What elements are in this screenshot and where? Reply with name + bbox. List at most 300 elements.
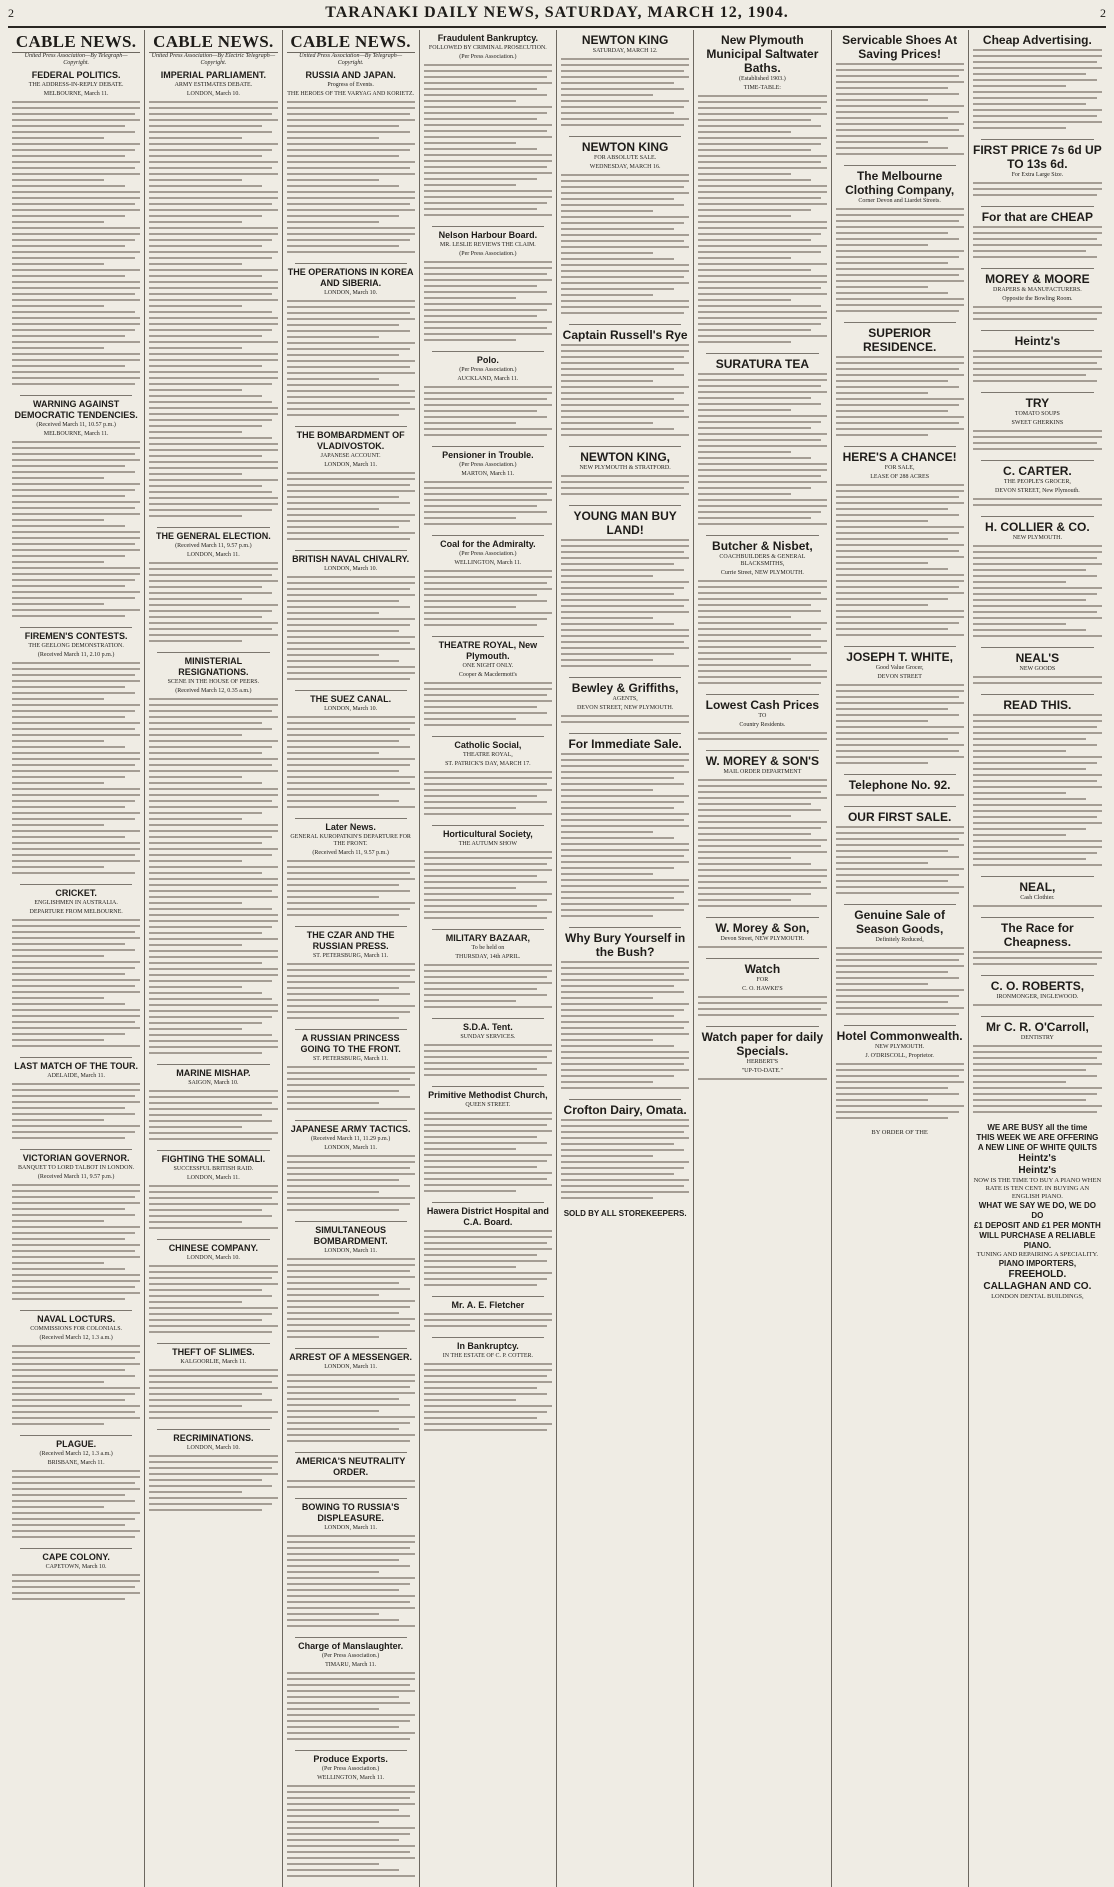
article-subhead: ST. PETERSBURG, March 11. (312, 1056, 389, 1062)
article-body (287, 471, 415, 545)
article-dateline: BRISBANE, March 11. (47, 1460, 105, 1466)
article-divider (20, 1057, 132, 1058)
article-headline: New Plymouth Municipal Saltwater Baths. (706, 33, 819, 75)
article (424, 33, 552, 221)
advert-text: FREEHOLD. (1008, 1269, 1067, 1280)
article (561, 681, 689, 728)
article (836, 326, 964, 441)
article-headline: HERE'S A CHANCE! (842, 450, 957, 464)
article-headline: IMPERIAL PARLIAMENT. (160, 70, 266, 80)
article-subhead: (Established 1903.) (739, 76, 786, 82)
article-headline: NEAL'S (1015, 651, 1060, 665)
article (561, 737, 689, 922)
article (836, 33, 964, 160)
advert-text: TUNING AND REPAIRING A SPECIALITY. (976, 1251, 1098, 1258)
article-headline: MOREY & MOORE (985, 272, 1090, 286)
article-headline: Mr. A. E. Fletcher (451, 1300, 525, 1310)
article-subhead: For Extra Large Size. (1011, 172, 1064, 178)
article-body (287, 1784, 415, 1882)
article-subhead: LONDON, March 10. (186, 1255, 240, 1261)
article-subhead: ARMY ESTIMATES DEBATE. (174, 82, 253, 88)
article (12, 70, 140, 390)
article (836, 1029, 964, 1124)
article-divider (432, 1086, 544, 1087)
article-headline: JOSEPH T. WHITE, (846, 650, 953, 664)
article-subhead: KALGOORLIE, March 11. (180, 1359, 247, 1365)
article (973, 210, 1102, 263)
article (424, 1341, 552, 1436)
article-body (12, 100, 140, 390)
article-body (149, 1089, 277, 1145)
article-headline: FIREMEN'S CONTESTS. (24, 631, 128, 641)
article-body (973, 48, 1102, 134)
article-body (561, 343, 689, 441)
article-divider (295, 1637, 407, 1638)
article-headline: H. COLLIER & CO. (985, 520, 1090, 534)
article-subhead: CAPETOWN, March 10. (45, 1564, 107, 1570)
article-subhead: (Per Press Association.) (459, 551, 517, 557)
article-divider (981, 516, 1094, 517)
article-headline: THE OPERATIONS IN KOREA AND SIBERIA. (287, 267, 414, 288)
article-divider (706, 353, 818, 354)
article-headline: THEFT OF SLIMES. (172, 1347, 255, 1357)
article-headline: Produce Exports. (313, 1754, 388, 1764)
article-subhead: Good Value Grocer, (875, 665, 924, 671)
article-divider (844, 774, 956, 775)
article-subhead: LONDON, March 10. (324, 566, 378, 572)
article-body (424, 681, 552, 731)
article-subhead: NEW GOODS (1019, 666, 1056, 672)
article-subhead: To be held on (471, 945, 505, 951)
article-subhead: Devon Street, NEW PLYMOUTH. (720, 936, 805, 942)
article-body (561, 1118, 689, 1204)
article-divider (981, 1016, 1094, 1017)
article (836, 778, 964, 801)
advert-text: £1 DEPOSIT AND £1 PER MONTH WILL PURCHASE A RELIABLE PIANO. (973, 1221, 1101, 1250)
article-subhead: (Received March 11, 10.57 p.m.) (36, 422, 116, 428)
article-headline: NAVAL LOCTURS. (37, 1314, 116, 1324)
article (424, 1300, 552, 1332)
newspaper-page (8, 30, 1106, 1781)
article-dateline: TIME-TABLE: (743, 85, 781, 91)
article (287, 1502, 415, 1632)
article-body (836, 1062, 964, 1124)
article (836, 908, 964, 1020)
article-headline: Crofton Dairy, Omata. (563, 1103, 687, 1117)
article-headline: BRITISH NAVAL CHIVALRY. (292, 554, 410, 564)
article (287, 1352, 415, 1447)
article-divider (432, 929, 544, 930)
article-body (287, 1257, 415, 1343)
article-dateline: Opposite the Bowling Room. (1002, 296, 1073, 302)
article-subhead: DRAPERS & MANUFACTURERS. (993, 287, 1082, 293)
article-subhead: FOR SALE, (884, 465, 915, 471)
article-divider (432, 446, 544, 447)
article-headline: ARREST OF A MESSENGER. (289, 1352, 413, 1362)
article (836, 650, 964, 769)
article-body (698, 778, 826, 912)
article-subhead: ONE NIGHT ONLY. (462, 663, 514, 669)
article-divider (569, 324, 681, 325)
article-divider (981, 206, 1094, 207)
article-dateline: Currie Street, NEW PLYMOUTH. (720, 570, 804, 576)
column-subheading: United Press Association—By Electric Telegraph—Copyright. (151, 53, 276, 66)
article-divider (569, 505, 681, 506)
article (12, 631, 140, 879)
article-body (561, 474, 689, 500)
article-body (149, 561, 277, 647)
article-headline: For Immediate Sale. (568, 737, 682, 751)
article-divider (432, 1202, 544, 1203)
article-body (424, 770, 552, 820)
article-divider (20, 1149, 132, 1150)
article-headline: NEWTON KING, (580, 450, 671, 464)
article-divider (157, 527, 269, 528)
article-divider (981, 975, 1094, 976)
article-body (287, 859, 415, 921)
column-4 (420, 30, 557, 1887)
column-1 (8, 30, 145, 1887)
article (424, 355, 552, 441)
article (973, 1020, 1102, 1118)
article-divider (981, 647, 1094, 648)
article-subhead: TO (758, 713, 767, 719)
article-headline: Watch paper for daily Specials. (701, 1030, 824, 1058)
article-body (973, 544, 1102, 642)
column-heading: CABLE NEWS. (287, 30, 415, 53)
article (424, 640, 552, 731)
article-body (424, 480, 552, 530)
article-body (287, 962, 415, 1024)
article-dateline: DEVON STREET, NEW PLYMOUTH. (576, 705, 674, 711)
article-subhead: FOLLOWED BY CRIMINAL PROSECUTION. (428, 45, 547, 51)
article-headline: Lowest Cash Prices (705, 698, 820, 712)
article-subhead: SAIGON, March 10. (188, 1080, 239, 1086)
article-body (836, 355, 964, 441)
article-subhead: (Per Press Association.) (459, 462, 517, 468)
article (12, 1552, 140, 1605)
article-headline: THE SUEZ CANAL. (310, 694, 392, 704)
article-divider (20, 1435, 132, 1436)
article-divider (432, 226, 544, 227)
article-divider (295, 1120, 407, 1121)
article-body (424, 1312, 552, 1332)
article-body (12, 1344, 140, 1430)
article (12, 1061, 140, 1144)
article-dateline: LONDON, March 11. (186, 552, 240, 558)
article (149, 1068, 277, 1145)
article (287, 1124, 415, 1216)
article-body (424, 569, 552, 631)
article-body (973, 305, 1102, 325)
page-number-left: 2 (8, 6, 14, 20)
column-subheading: United Press Association—By Telegraph—Copyright. (24, 53, 128, 66)
article-subhead: FOR ABSOLUTE SALE. (594, 155, 657, 161)
article-divider (844, 646, 956, 647)
article-body (287, 575, 415, 685)
article-dateline: DEPARTURE FROM MELBOURNE. (29, 909, 123, 915)
article-body (424, 385, 552, 441)
article-body (424, 63, 552, 221)
newspaper-title: TARANAKI DAILY NEWS, SATURDAY, MARCH 12, 1904. (325, 4, 789, 21)
advert-text: BY ORDER OF THE (871, 1129, 928, 1136)
article-divider (295, 426, 407, 427)
article-divider (295, 263, 407, 264)
advert-text: Heintz's (1018, 1153, 1057, 1164)
article-divider (157, 652, 269, 653)
article-headline: S.D.A. Tent. (462, 1022, 513, 1032)
article-subhead: (Per Press Association.) (459, 367, 517, 373)
article-headline: VICTORIAN GOVERNOR. (22, 1153, 130, 1163)
advert-text: NOW IS THE TIME TO BUY A PIANO WHEN RATE IS TEN CENT. IN BUYING AN ENGLISH PIANO. (973, 1177, 1102, 1200)
article-dateline: Country Residents. (739, 722, 786, 728)
article-dateline: LONDON, March 11. (324, 462, 378, 468)
article-subhead: (Per Press Association.) (322, 1766, 380, 1772)
article (287, 1641, 415, 1745)
article (287, 930, 415, 1024)
article-headline: LAST MATCH OF THE TOUR. (14, 1061, 138, 1071)
article-divider (844, 1025, 956, 1026)
article-body (424, 963, 552, 1013)
article-subhead: MAIL ORDER DEPARTMENT (723, 769, 802, 775)
article-headline: Cheap Advertising. (982, 33, 1092, 47)
article-headline: TRY (1025, 396, 1050, 410)
column-2 (145, 30, 282, 1887)
article-headline: READ THIS. (1003, 698, 1072, 712)
article-body (561, 960, 689, 1094)
article (287, 822, 415, 921)
article-body (287, 1479, 415, 1493)
article-body (836, 483, 964, 641)
article (149, 656, 277, 1059)
article-divider (157, 1150, 269, 1151)
article-dateline: C. O. HAWKE'S (742, 986, 783, 992)
article-headline: W. Morey & Son, (715, 921, 810, 935)
article-dateline: ST. PATRICK'S DAY, MARCH 17. (445, 761, 531, 767)
article (973, 396, 1102, 455)
article-subhead: JAPANESE ACCOUNT. (320, 453, 381, 459)
article-headline: C. CARTER. (1003, 464, 1072, 478)
article-body (836, 62, 964, 160)
article-divider (981, 139, 1094, 140)
article (698, 754, 826, 912)
article (973, 979, 1102, 1011)
article-headline: NEWTON KING (581, 33, 669, 47)
article-subhead: LONDON, March 10. (324, 290, 378, 296)
article (698, 698, 826, 745)
article-body (424, 1229, 552, 1291)
article (287, 70, 415, 258)
article-body (973, 950, 1102, 970)
article-dateline: WELLINGTON, March 11. (317, 1775, 385, 1781)
article-subhead: LONDON, March 11. (324, 1248, 378, 1254)
article-body (149, 1184, 277, 1234)
article (973, 143, 1102, 201)
article-body (561, 714, 689, 728)
article-dateline: TIMARU, March 11. (325, 1662, 377, 1668)
article-subhead: Corner Devon and Liardet Streets. (858, 198, 941, 204)
article-subhead: ST. PETERSBURG, March 11. (312, 953, 389, 959)
article-divider (981, 917, 1094, 918)
article (149, 70, 277, 522)
article-subhead: Definitely Reduced, (875, 937, 924, 943)
article-body (424, 260, 552, 346)
article-subhead: NEW PLYMOUTH. (874, 1044, 925, 1050)
article-subhead: LONDON, March 10. (324, 706, 378, 712)
article-body (12, 1082, 140, 1144)
article-headline: Bewley & Griffiths, (571, 681, 679, 695)
article-divider (706, 750, 818, 751)
article-dateline: J. O'DRISCOLL, Proprietor. (865, 1053, 934, 1059)
article-divider (981, 392, 1094, 393)
article-dateline: LONDON, March 11. (324, 1145, 378, 1151)
article-headline: The Race for Cheapness. (1001, 921, 1074, 949)
article-headline: BOWING TO RUSSIA'S DISPLEASURE. (301, 1502, 400, 1523)
article-divider (706, 694, 818, 695)
article-subhead: NEW PLYMOUTH & STRATFORD. (579, 465, 671, 471)
article (973, 464, 1102, 511)
article-divider (295, 1029, 407, 1030)
article-headline: Horticultural Society, (442, 829, 533, 839)
article-subhead: (Received March 11, 9.57 p.m.) (175, 543, 252, 549)
article (698, 1030, 826, 1085)
article-dateline: MARTON, March 11. (461, 471, 515, 477)
article-subhead: SCENE IN THE HOUSE OF PEERS. (167, 679, 260, 685)
article-dateline: (Per Press Association.) (459, 54, 517, 60)
article-body (149, 1264, 277, 1338)
article (287, 1033, 415, 1115)
article-headline: Hawera District Hospital and C.A. Board. (426, 1206, 549, 1227)
article-divider (981, 876, 1094, 877)
article-subhead: SUCCESSFUL BRITISH RAID. (173, 1166, 254, 1172)
article-body (836, 207, 964, 317)
article-subhead: (Per Press Association.) (322, 1653, 380, 1659)
article-body (149, 100, 277, 522)
article-body (973, 1003, 1102, 1011)
article-dateline: (Received March 11, 9.57 p.m.) (37, 1174, 115, 1180)
article-dateline: LONDON, March 11. (186, 1175, 240, 1181)
article-subhead: (Received March 12, 1.3 a.m.) (39, 1451, 113, 1457)
article (149, 1347, 277, 1424)
column-heading: CABLE NEWS. (12, 30, 140, 53)
article-divider (295, 1750, 407, 1751)
column-7 (832, 30, 969, 1887)
article-subhead: FOR (756, 977, 769, 983)
article-headline: RECRIMINATIONS. (173, 1433, 254, 1443)
article (149, 531, 277, 647)
article-body (12, 918, 140, 1052)
article (561, 931, 689, 1094)
advert-text: SOLD BY ALL STOREKEEPERS. (563, 1209, 687, 1218)
article-subhead: Cash Clothier. (1020, 895, 1055, 901)
advert-text: PIANO IMPORTERS, (998, 1259, 1077, 1268)
article-headline: Telephone No. 92. (848, 778, 951, 792)
article (973, 921, 1102, 970)
article-body (424, 1043, 552, 1081)
article (561, 328, 689, 441)
article-divider (295, 1452, 407, 1453)
article (287, 1456, 415, 1493)
column-3 (283, 30, 420, 1887)
article-headline: Pensioner in Trouble. (442, 450, 534, 460)
article-headline: Why Bury Yourself in the Bush? (565, 931, 686, 959)
article-headline: For that are CHEAP (981, 210, 1094, 224)
article-body (561, 173, 689, 319)
article-body (287, 100, 415, 258)
article-body (973, 181, 1102, 201)
article (836, 450, 964, 641)
article-subhead: MR. LESLIE REVIEWS THE CLAIM. (439, 242, 536, 248)
article-body (12, 1183, 140, 1305)
article (973, 334, 1102, 387)
article-headline: Hotel Commonwealth. (836, 1029, 963, 1043)
advert-text: CALLAGHAN AND CO. (983, 1281, 1092, 1292)
article-body (287, 1154, 415, 1216)
article-headline: JAPANESE ARMY TACTICS. (290, 1124, 411, 1134)
article (698, 921, 826, 953)
article-headline: Primitive Methodist Church, (428, 1090, 548, 1100)
article-subhead: IRONMONGER, INGLEWOOD. (996, 994, 1079, 1000)
article-body (698, 1077, 826, 1085)
article (424, 740, 552, 820)
article-subhead: LONDON, March 10. (186, 1445, 240, 1451)
article-headline: C. O. ROBERTS, (990, 979, 1085, 993)
article-divider (157, 1343, 269, 1344)
article-headline: SIMULTANEOUS BOMBARDMENT. (313, 1225, 388, 1246)
advert-text: Heintz's (1018, 1165, 1057, 1176)
article-headline: The Melbourne Clothing Company, (845, 169, 955, 197)
article (424, 230, 552, 346)
article-dateline: THE HEROES OF THE VARYAG AND KORIETZ. (287, 91, 415, 97)
article-headline: THEATRE ROYAL, New Plymouth. (438, 640, 538, 661)
article-body (287, 715, 415, 813)
article (12, 1439, 140, 1543)
article-headline: Servicable Shoes At Saving Prices! (842, 33, 958, 61)
article-subhead: LONDON, March 11. (324, 1364, 378, 1370)
column-subheading: United Press Association—By Telegraph—Copyright. (299, 53, 403, 66)
article-headline: Butcher & Nisbet, (712, 539, 813, 553)
article-headline: AMERICA'S NEUTRALITY ORDER. (295, 1456, 406, 1477)
article (561, 140, 689, 319)
article-body (836, 793, 964, 801)
article-divider (295, 1221, 407, 1222)
article-body (973, 349, 1102, 387)
article-subhead: NEW PLYMOUTH. (1012, 535, 1063, 541)
article-headline: A RUSSIAN PRINCESS GOING TO THE FRONT. (300, 1033, 401, 1054)
article (973, 520, 1102, 642)
article-subhead: ADELAIDE, March 11. (47, 1073, 105, 1079)
article-body (561, 538, 689, 672)
article-headline: CAPE COLONY. (42, 1552, 110, 1562)
article-divider (295, 818, 407, 819)
article-dateline: "UP-TO-DATE." (741, 1068, 784, 1074)
advert-text: LONDON DENTAL BUILDINGS, (991, 1293, 1084, 1300)
article-divider (706, 1026, 818, 1027)
article-divider (844, 446, 956, 447)
article (287, 1754, 415, 1882)
article (12, 1153, 140, 1305)
article (287, 430, 415, 545)
article-headline: Polo. (476, 355, 499, 365)
article-body (973, 1044, 1102, 1118)
article-subhead: COACHBUILDERS & GENERAL BLACKSMITHS, (719, 554, 806, 567)
article-divider (981, 330, 1094, 331)
article-dateline: (Received March 12, 0.35 a.m.) (175, 688, 252, 694)
article-headline: Captain Russell's Rye (562, 328, 688, 342)
article (561, 450, 689, 500)
article-headline: PLAGUE. (56, 1439, 97, 1449)
article-headline: SURATURA TEA (715, 357, 810, 371)
